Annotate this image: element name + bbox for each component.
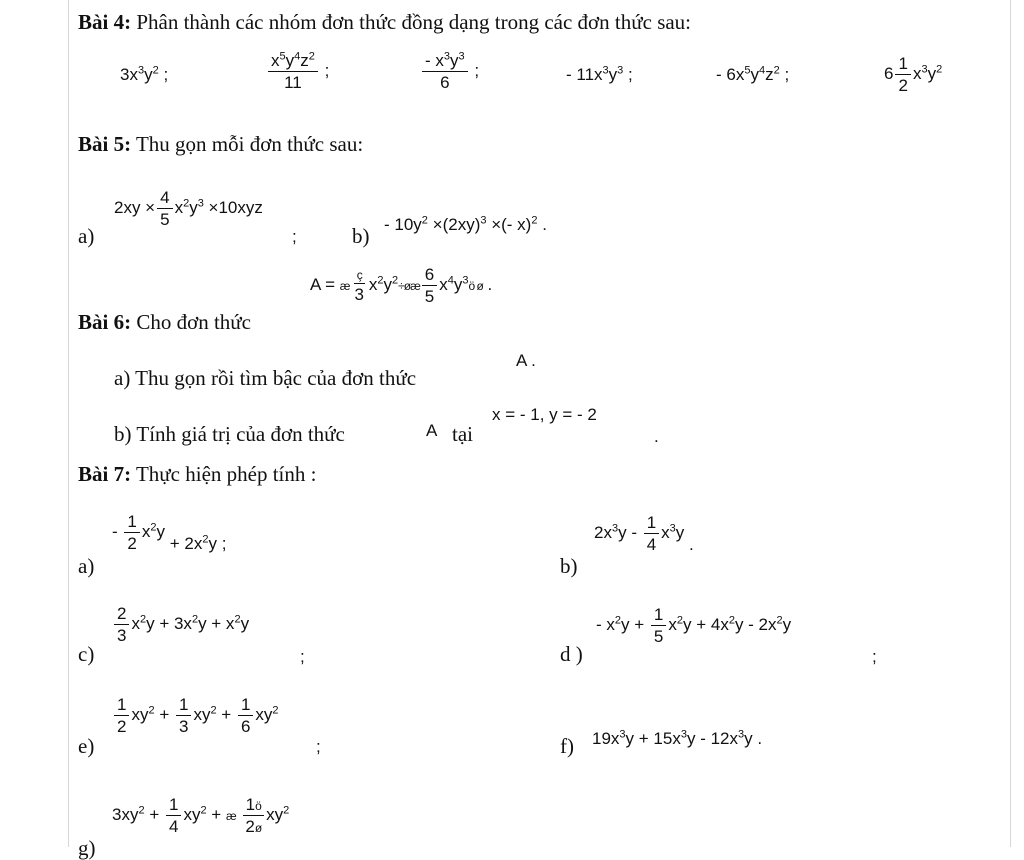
bai6-b-tai: tại [452,422,473,446]
bai4-term-2: $\frac{x^5y^4z^2}{11}$ ; [266,52,329,91]
bai7-b-label: b) [560,554,578,578]
bai4-term-1: $3x^3y^2$ ; [120,64,169,84]
bai7-g-label: g) [78,836,96,860]
bai6-label: Bài 6: [78,310,132,334]
bai4-term-6: 6 $\frac{1}{2}$ $x^3y^2$ [884,54,943,95]
bai5-a-label: a) [78,224,95,248]
page-border-right [1010,0,1011,847]
bai7-e-sep: ; [316,737,321,756]
bai4-text: Phân thành các nhóm đơn thức đồng dạng trong các đơn thức sau: [136,10,692,34]
bai7-d-sep: ; [872,647,877,666]
bai4-heading [78,12,691,33]
bai7-d-label: d ) [560,642,583,666]
bai5-text: Thu gọn mỗi đơn thức sau: [135,132,364,156]
bai6-b-var: A [426,421,438,440]
bai4-term-4: - $11x^3y^3$ ; [566,64,633,84]
bai4-term-5: - $6x^5y^4z^2$ ; [716,64,790,84]
bai7-c-expression: $\frac{2}{3}$ $x^2y + 3x^2y + x^2y$ [112,605,249,644]
bai5-a-sep: ; [292,227,297,246]
bai7-g-expression: $3xy^2$ + $\frac{1}{4}$ $xy^2$ + æ $\frac{1ö}{2ø}$ $xy^2$ [112,795,290,836]
bai5-b-label: b) [352,224,370,248]
bai7-e-label: e) [78,734,95,758]
bai7-a-expression: - $\frac{1}{2}$ $x^2y + 2x^2y$ ; [112,512,227,553]
bai6-b-end: . [654,427,659,446]
bai6-expression-A: A = æ $\frac{ç}{3}$ $x^2y^2\div øæ$ $\frac{6}{5}$ $x^4y^3ö$ ø . [310,265,493,306]
bai7-text: Thực hiện phép tính : [135,462,317,486]
bai6-b-text: b) Tính giá trị của đơn thức [114,422,345,446]
bai7-heading [78,464,316,485]
bai4-term-3: $\frac{- x^3y^3}{6}$ ; [420,52,479,91]
bai5-heading [78,134,363,155]
bai7-f-expression: $19x^3y + 15x^3y - 12x^3y$ . [592,728,763,748]
bai7-e-expression: $\frac{1}{2}$ $xy^2$ + $\frac{1}{3}$ $xy^2$ + $\frac{1}{6}$ $xy^2$ [112,696,279,735]
bai6-heading [78,312,251,333]
bai7-d-expression: - $x^2y$ + $\frac{1}{5}$ $x^2y + 4x^2y - 2x^2y$ [596,605,792,646]
bai5-label: Bài 5: [78,132,132,156]
bai7-label: Bài 7: [78,462,132,486]
bai5-b-expression: - $10y^2 \times(2xy)^3$ ×(- x)$^2$ . [384,214,547,234]
bai6-b-condition: x = - 1, y = - 2 [492,405,597,424]
page-border-left [68,0,69,847]
bai6-text: Cho đơn thức [136,310,251,334]
bai6-a-text: a) Thu gọn rồi tìm bậc của đơn thức [114,366,417,390]
bai7-b-expression: $2x^3y$ - $\frac{1}{4}$ $x^3y$ . [594,513,694,554]
bai5-a-expression: 2xy × $\frac{4}{5}$ $x^2y^3 \times 10xyz$ [114,188,263,229]
bai7-a-label: a) [78,554,95,578]
bai6-a-var: A . [516,351,536,370]
bai7-c-label: c) [78,642,95,666]
bai7-f-label: f) [560,734,574,758]
bai7-c-sep: ; [300,647,305,666]
bai4-label: Bài 4: [78,10,132,34]
